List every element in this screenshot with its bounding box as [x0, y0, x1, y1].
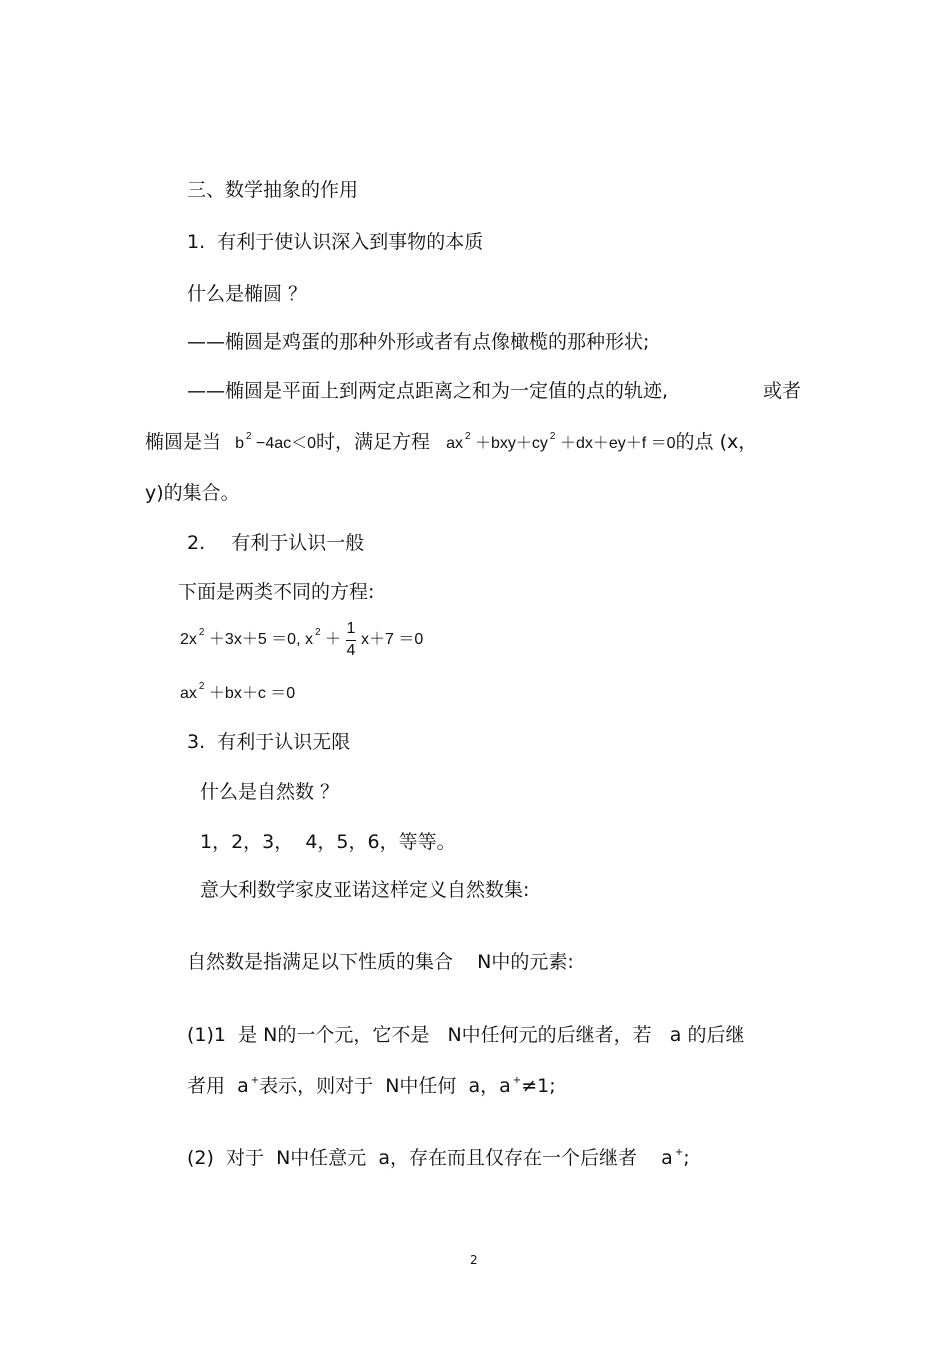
- item-1-number: 1.: [187, 231, 206, 253]
- ellipse-equation: ax $^2$ ＋bxy＋cy $^2$ ＋dx＋ey＋f ＝0: [446, 431, 676, 452]
- item-2-text: 有利于认识一般: [231, 532, 365, 554]
- item-3-number: 3.: [187, 731, 206, 753]
- condition-formula: b $^2$ −4ac＜0: [235, 431, 317, 452]
- item-2-number: 2.: [187, 532, 206, 554]
- ellipse-line-b: [187, 379, 802, 403]
- ellipse-line-d: y)的集合。: [145, 482, 240, 504]
- ellipse-line-c-suffix: 的点 (x，: [675, 431, 758, 453]
- fraction-one-quarter: $\frac{1}{4}$: [346, 620, 356, 659]
- natural-numbers-list: 1，2，3， 4，5，6，等等。: [200, 831, 456, 853]
- ellipse-line-b-tail: 或者: [763, 380, 802, 402]
- item-1-heading: [187, 230, 483, 254]
- page-number: 2: [470, 1253, 478, 1267]
- property-1-line-2: 者用 a +表示，则对于 N中任何 a，a +≠1;: [187, 1075, 556, 1097]
- item-2-heading: [187, 531, 364, 555]
- ellipse-line-c-prefix: 椭圆是当: [145, 431, 222, 453]
- definition-line: 自然数是指满足以下性质的集合 N中的元素:: [187, 951, 574, 973]
- equation-examples: 2x $^2$ ＋3x＋5 ＝0, x $^2$ ＋ $\frac{1}{4}$ x＋7 ＝0: [180, 620, 424, 659]
- question-ellipse: 什么是椭圆 ？: [187, 283, 308, 305]
- general-quadratic: ax $^2$ ＋bx＋c ＝0: [180, 681, 296, 702]
- item-3-heading: [187, 730, 350, 754]
- ellipse-line-c: [145, 430, 757, 458]
- ellipse-line-c-mid: 时，满足方程: [316, 431, 431, 453]
- peano-intro: 意大利数学家皮亚诺这样定义自然数集:: [200, 879, 530, 901]
- section-title: 三、数学抽象的作用: [187, 179, 359, 201]
- question-natural-numbers: 什么是自然数 ？: [200, 781, 340, 803]
- item-1-text: 有利于使认识深入到事物的本质: [217, 231, 484, 253]
- item-3-text: 有利于认识无限: [217, 731, 351, 753]
- ellipse-line-b-text: ——椭圆是平面上到两定点距离之和为一定值的点的轨迹,: [187, 380, 669, 402]
- ellipse-line-a: ——椭圆是鸡蛋的那种外形或者有点像橄榄的那种形状;: [187, 331, 650, 353]
- equation-intro: 下面是两类不同的方程:: [178, 581, 375, 603]
- property-2-line: (2) 对于 N中任意元 a，存在而且仅存在一个后继者 a +;: [187, 1147, 690, 1169]
- property-1-line-1: (1)1 是 N的一个元，它不是 N中任何元的后继者，若 a 的后继: [187, 1024, 745, 1046]
